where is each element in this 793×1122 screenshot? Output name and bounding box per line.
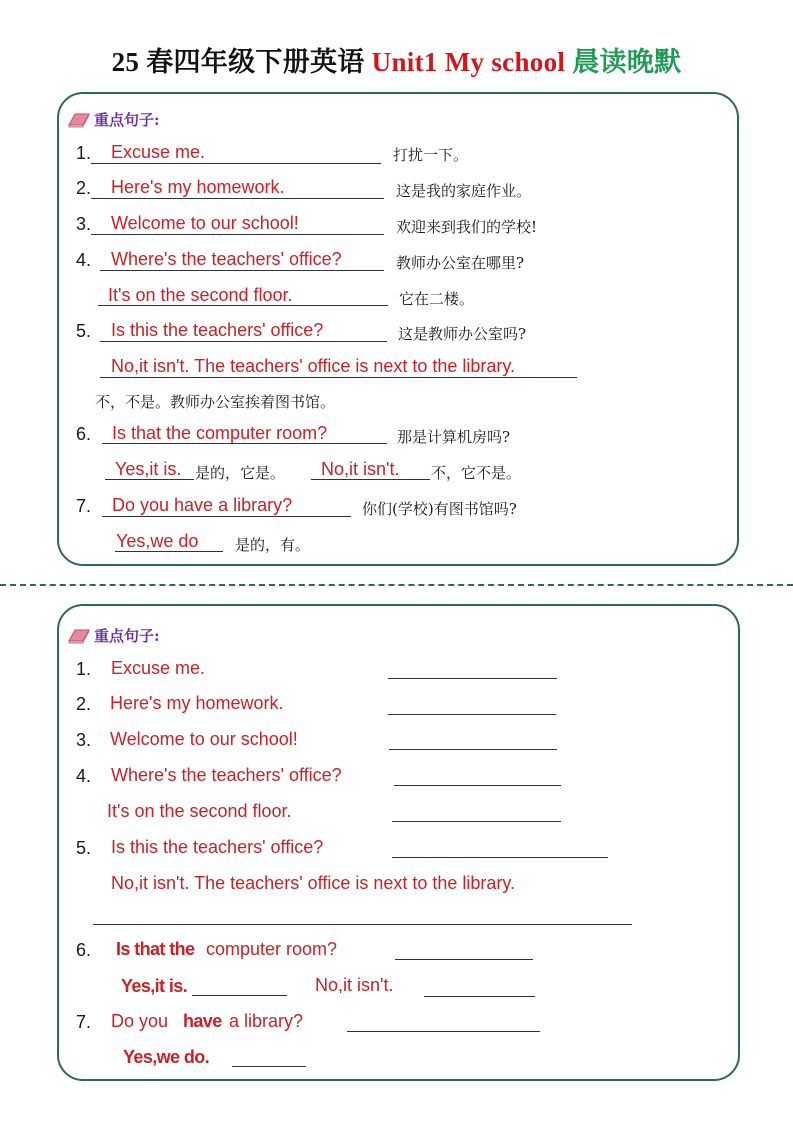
book-icon <box>66 112 90 128</box>
english-sentence: Where's the teachers' office? <box>111 249 342 269</box>
item-number: 1. <box>76 143 92 163</box>
english-sentence: No,it isn't. <box>321 459 400 479</box>
cut-line-divider <box>0 584 793 586</box>
answer-underline <box>100 270 384 271</box>
section-heading-bottom <box>66 625 160 646</box>
item-number: 4. <box>76 250 92 270</box>
item-number: 7. <box>76 1012 92 1032</box>
translation-blank[interactable] <box>394 785 561 786</box>
english-sentence-part: Is that the <box>116 939 195 959</box>
translation-blank[interactable] <box>392 857 608 858</box>
item-number: 3. <box>76 730 92 750</box>
answer-underline <box>91 234 384 235</box>
chinese-translation: 这是我的家庭作业。 <box>396 182 532 200</box>
chinese-translation: 欢迎来到我们的学校! <box>396 218 538 236</box>
answer-underline <box>100 377 577 378</box>
english-sentence: Excuse me. <box>111 658 206 678</box>
item-number: 4. <box>76 766 92 786</box>
chinese-translation: 打扰一下。 <box>393 146 469 164</box>
chinese-translation: 是的，它是。 <box>195 464 286 482</box>
english-sentence: Welcome to our school! <box>111 213 299 233</box>
item-number: 1. <box>76 659 92 679</box>
english-sentence-part: a library? <box>229 1011 304 1031</box>
translation-blank[interactable] <box>392 821 561 822</box>
chinese-translation: 教师办公室在哪里? <box>396 254 525 272</box>
english-sentence: Is this the teachers' office? <box>111 320 324 340</box>
heading-label: 重点句子: <box>94 111 160 129</box>
english-sentence: No,it isn't. The teachers' office is next to the library. <box>111 873 516 893</box>
chinese-translation: 它在二楼。 <box>399 290 475 308</box>
english-sentence: Yes,we do <box>116 531 199 551</box>
item-number: 5. <box>76 838 92 858</box>
english-sentence: Is this the teachers' office? <box>111 837 324 857</box>
page-title <box>0 40 793 79</box>
item-number: 6. <box>76 424 92 444</box>
item-number: 3. <box>76 214 92 234</box>
english-sentence: No,it isn't. <box>315 975 394 995</box>
answer-underline <box>100 341 387 342</box>
english-sentence: It's on the second floor. <box>107 801 292 821</box>
translation-blank[interactable] <box>389 749 557 750</box>
chinese-translation: 不，不是。教师办公室挨着图书馆。 <box>95 393 336 411</box>
book-icon <box>66 628 90 644</box>
title-grade: 25 春四年级下册英语 <box>111 47 372 77</box>
english-sentence-part: have <box>183 1011 222 1031</box>
item-number: 7. <box>76 496 92 516</box>
english-sentence: Where's the teachers' office? <box>111 765 342 785</box>
item-number: 5. <box>76 321 92 341</box>
chinese-translation: 那是计算机房吗? <box>397 428 511 446</box>
chinese-translation: 是的，有。 <box>235 536 311 554</box>
english-sentence: Is that the computer room? <box>112 423 328 443</box>
english-sentence-part: Do you <box>111 1011 169 1031</box>
translation-blank[interactable] <box>93 924 632 925</box>
answer-underline <box>91 163 381 164</box>
item-number: 2. <box>76 178 92 198</box>
heading-label: 重点句子: <box>94 627 160 645</box>
translation-blank[interactable] <box>424 996 535 997</box>
item-number: 6. <box>76 940 92 960</box>
translation-blank[interactable] <box>388 714 556 715</box>
translation-blank[interactable] <box>395 959 533 960</box>
english-sentence: Here's my homework. <box>110 693 284 713</box>
answer-underline <box>91 198 384 199</box>
translation-blank[interactable] <box>388 678 557 679</box>
translation-blank[interactable] <box>232 1066 306 1067</box>
english-sentence: Here's my homework. <box>111 177 285 197</box>
answer-underline <box>102 516 351 517</box>
english-sentence: It's on the second floor. <box>108 285 293 305</box>
title-suffix: 晨读晚默 <box>572 47 682 77</box>
english-sentence: Excuse me. <box>111 142 206 162</box>
english-sentence: Yes,we do. <box>123 1047 210 1067</box>
english-sentence: Welcome to our school! <box>110 729 298 749</box>
chinese-translation: 这是教师办公室吗? <box>398 325 527 343</box>
item-number: 2. <box>76 694 92 714</box>
chinese-translation: 你们(学校)有图书馆吗? <box>362 500 517 518</box>
english-sentence: Yes,it is. <box>121 976 188 996</box>
english-sentence: No,it isn't. The teachers' office is next to the library. <box>111 356 516 376</box>
english-sentence-part: computer room? <box>206 939 338 959</box>
title-unit: Unit1 My school <box>371 47 573 77</box>
english-sentence: Yes,it is. <box>115 459 182 479</box>
translation-blank[interactable] <box>192 995 287 996</box>
translation-blank[interactable] <box>347 1031 540 1032</box>
chinese-translation: 不，它不是。 <box>431 464 522 482</box>
section-heading-top <box>66 109 160 130</box>
english-sentence: Do you have a library? <box>112 495 293 515</box>
